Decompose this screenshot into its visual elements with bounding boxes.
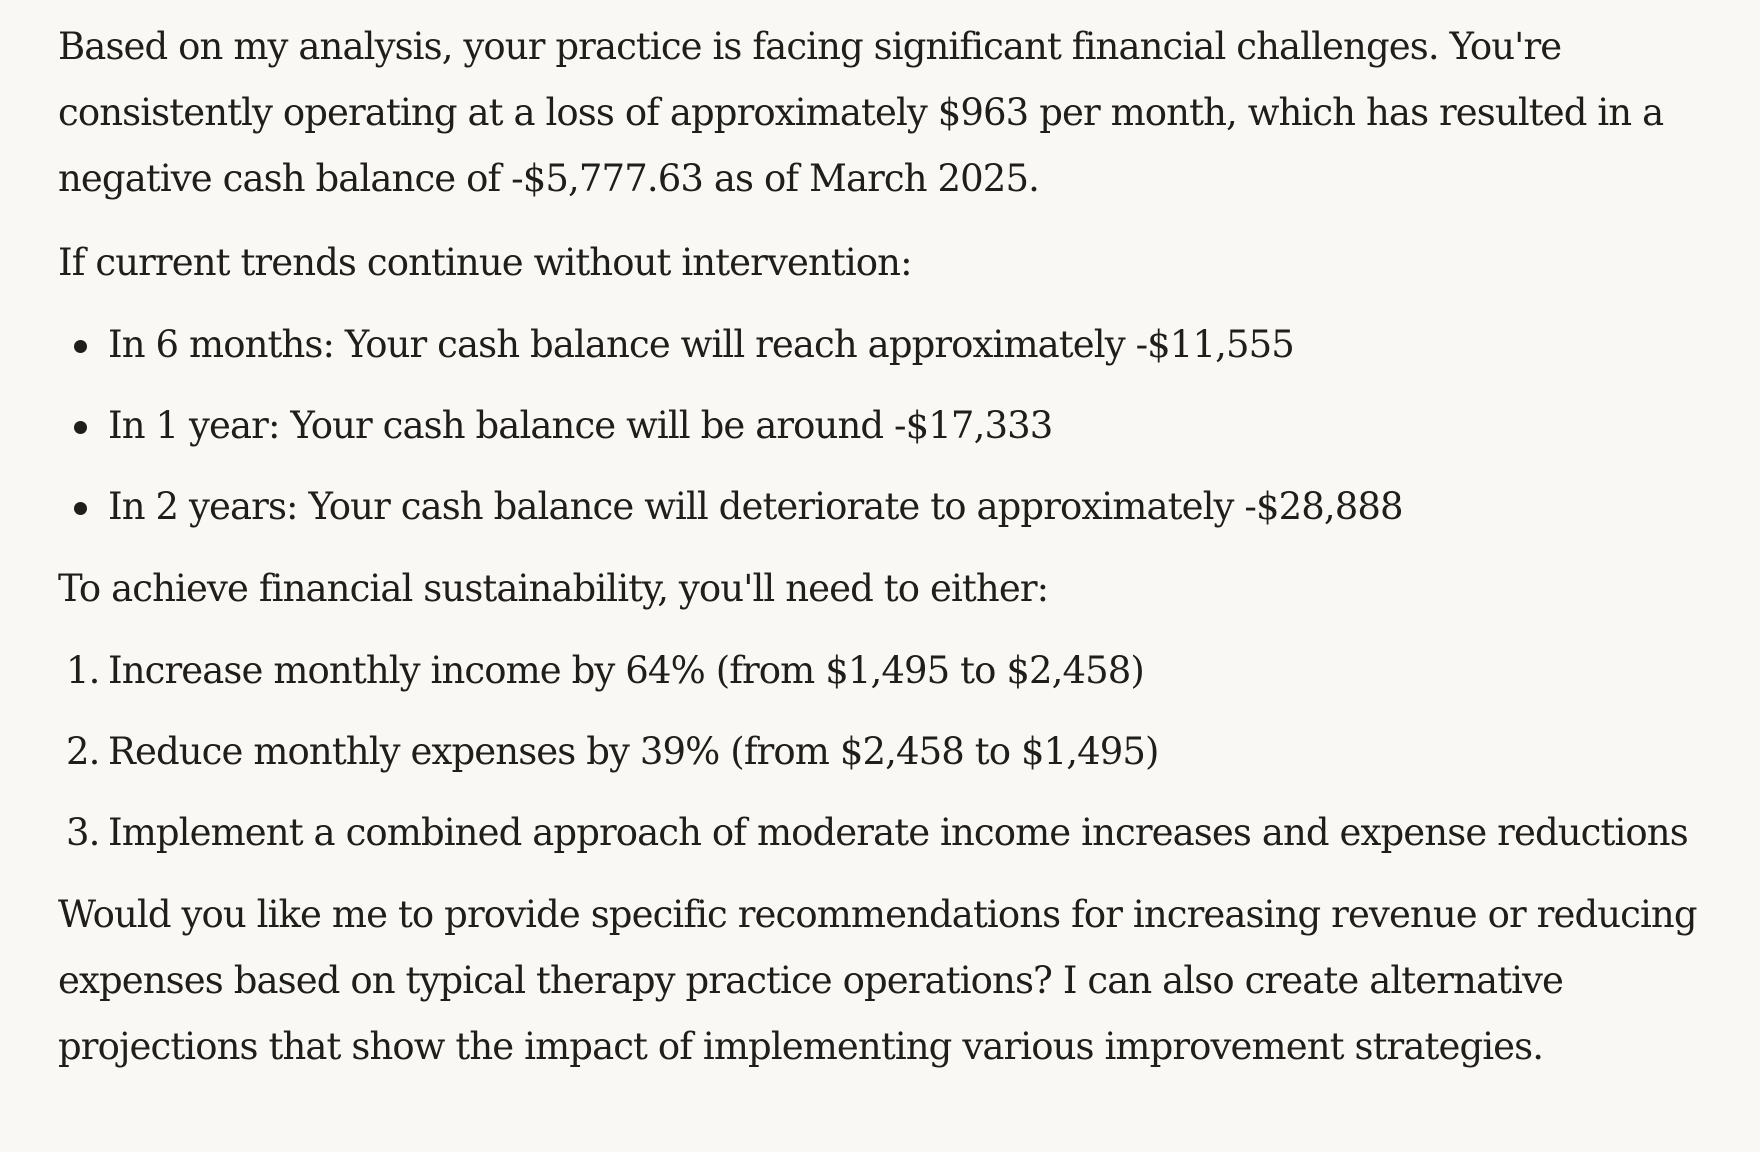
- list-item-text: Reduce monthly expenses by 39% (from $2,458 to $1,495): [108, 730, 1159, 773]
- list-item-text: Implement a combined approach of moderate income increases and expense reductions: [108, 811, 1688, 854]
- list-item-number: 1.: [66, 649, 100, 692]
- list-item-text: In 1 year: Your cash balance will be around -$17,333: [108, 404, 1053, 447]
- list-item-text: Increase monthly income by 64% (from $1,495 to $2,458): [108, 649, 1144, 692]
- list-item: [58, 312, 1718, 378]
- options-list: [58, 638, 1718, 866]
- list-item-number: 3.: [66, 811, 100, 854]
- paragraph-line: Based on my analysis, your practice is facing significant financial challenges. You're: [58, 25, 1562, 68]
- bullet-icon: [74, 421, 87, 434]
- list-item: [58, 638, 1718, 704]
- list-item: [58, 393, 1718, 459]
- analysis-summary-paragraph: [58, 14, 1718, 212]
- list-item: [58, 474, 1718, 540]
- list-item: [58, 800, 1718, 866]
- bullet-icon: [74, 502, 87, 515]
- paragraph-line: expenses based on typical therapy practice operations? I can also create alternative: [58, 959, 1564, 1002]
- assistant-message: [58, 14, 1718, 1080]
- paragraph-line: projections that show the impact of implementing various improvement strategies.: [58, 1025, 1544, 1068]
- paragraph-line: negative cash balance of -$5,777.63 as of March 2025.: [58, 157, 1039, 200]
- projections-list: [58, 312, 1718, 540]
- bullet-icon: [74, 340, 87, 353]
- paragraph-line: consistently operating at a loss of approximately $963 per month, which has resulted in a: [58, 91, 1664, 134]
- closing-question-paragraph: [58, 882, 1718, 1080]
- paragraph-line: Would you like me to provide specific recommendations for increasing revenue or reducing: [58, 893, 1697, 936]
- list-item: [58, 719, 1718, 785]
- options-lead-text: To achieve financial sustainability, you'll need to either:: [58, 567, 1049, 610]
- list-item-text: In 2 years: Your cash balance will deteriorate to approximately -$28,888: [108, 485, 1403, 528]
- trends-lead-text: If current trends continue without intervention:: [58, 241, 912, 284]
- list-item-text: In 6 months: Your cash balance will reach approximately -$11,555: [108, 323, 1294, 366]
- list-item-number: 2.: [66, 730, 100, 773]
